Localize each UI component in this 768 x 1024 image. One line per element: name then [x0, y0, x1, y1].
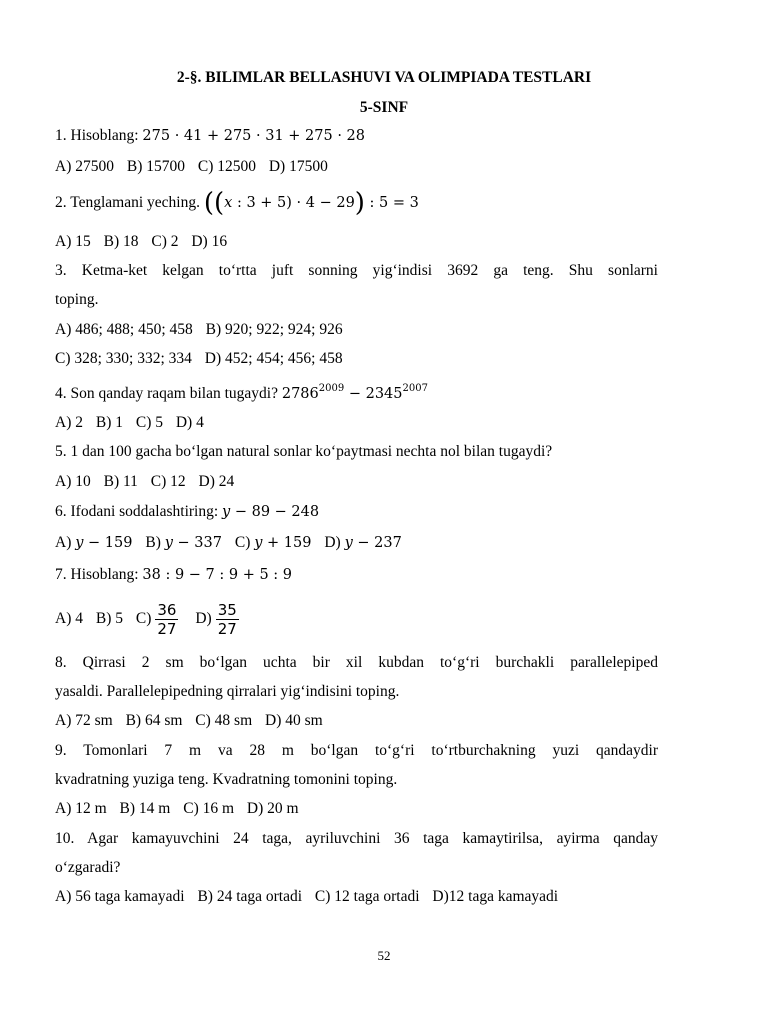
question-1-expression: 275 · 41 + 275 · 31 + 275 · 28: [142, 128, 366, 144]
question-2-prompt: 2. Tenglamani yeching.: [55, 194, 200, 211]
option-b: B) 14 m: [119, 800, 171, 817]
option-b: B) 64 sm: [125, 712, 183, 729]
question-2-equation: ((x : 3 + 5) · 4 − 29) : 5 = 3: [203, 188, 419, 218]
option-d: D) y − 237: [324, 534, 402, 551]
question-1: [55, 126, 365, 146]
question-4-prompt: 4. Son qanday raqam bilan tugaydi?: [55, 385, 278, 402]
option-c: C) 48 sm: [195, 712, 253, 729]
question-3-options-cd: [55, 349, 343, 369]
question-5: 5. 1 dan 100 gacha bo‘lgan natural sonlar ko‘paytmasi nechta nol bilan tugaydi?: [55, 443, 553, 460]
question-6-prompt: 6. Ifodani soddalashtiring:: [55, 503, 219, 520]
question-6: [55, 502, 319, 522]
option-d: D) 4: [175, 414, 204, 431]
option-c: C) 16 m: [183, 800, 235, 817]
page-number: 52: [377, 948, 391, 963]
question-1-options: [55, 157, 328, 177]
option-a: A) 72 sm: [55, 712, 113, 729]
option-d: D) 40 sm: [265, 712, 323, 729]
question-5-options: [55, 472, 234, 492]
question-8-line-1: 8. Qirrasi 2 sm bo‘lgan uchta bir xil kubdan to‘g‘ri burchakli parallelepiped: [55, 654, 658, 671]
question-9-line-2: kvadratning yuziga teng. Kvadratning tomonini toping.: [55, 771, 398, 788]
question-3-line-1: 3. Ketma-ket kelgan to‘rtta juft sonning yig‘indisi 3692 ga teng. Shu sonlarni: [55, 262, 658, 279]
question-9-line-1: 9. Tomonlari 7 m va 28 m bo‘lgan to‘g‘ri to‘rtburchakning yuzi qandaydir: [55, 742, 658, 759]
option-c: C) 12: [150, 473, 186, 490]
question-10-line-2: o‘zgaradi?: [55, 859, 121, 876]
option-a: A) 12 m: [55, 800, 107, 817]
question-10-line-1: 10. Agar kamayuvchini 24 taga, ayriluvchini 36 taga kamaytirilsa, ayirma qanday: [55, 830, 658, 847]
option-a: A) 15: [55, 233, 91, 250]
option-c: C) 5: [135, 414, 163, 431]
option-d: D) 24: [198, 473, 235, 490]
grade-title: 5-SINF: [359, 99, 409, 116]
option-a: A) 4: [55, 610, 83, 627]
question-4: [55, 384, 428, 404]
question-3-line-2: toping.: [55, 291, 99, 308]
question-6-expression: y − 89 − 248: [222, 504, 320, 520]
fraction: $\frac{35}{27}$: [217, 600, 237, 638]
option-b: B) y − 337: [145, 534, 222, 551]
option-a: A) y − 159: [55, 534, 133, 551]
option-b: B) 920; 922; 924; 926: [205, 321, 343, 338]
question-6-options: [55, 533, 402, 553]
option-b: B) 5: [95, 610, 123, 627]
question-4-options: [55, 413, 204, 433]
option-d: D) $\frac{35}{27}$: [195, 600, 237, 638]
section-title: 2-§. BILIMLAR BELLASHUVI VA OLIMPIADA TESTLARI: [176, 69, 592, 86]
question-7-options: [55, 598, 243, 640]
option-b: B) 11: [103, 473, 138, 490]
question-9-options: [55, 799, 299, 819]
option-c: C) 328; 330; 332; 334: [55, 350, 192, 367]
option-b: B) 24 taga ortadi: [197, 888, 303, 905]
option-b: B) 18: [103, 233, 139, 250]
question-8-options: [55, 711, 323, 731]
question-2: [55, 188, 419, 218]
option-d: D)12 taga kamayadi: [432, 888, 559, 905]
question-4-expression: $2786^{2009} - 2345^{2007}$: [281, 383, 428, 402]
option-c: C) 12 taga ortadi: [314, 888, 420, 905]
option-a: A) 2: [55, 414, 83, 431]
option-d: D) 452; 454; 456; 458: [204, 350, 343, 367]
option-c: C) 12500: [197, 158, 256, 175]
question-7-prompt: 7. Hisoblang:: [55, 566, 139, 583]
option-c: C) 2: [151, 233, 179, 250]
option-d: D) 20 m: [246, 800, 299, 817]
question-3-options-ab: [55, 320, 343, 340]
option-b: B) 15700: [126, 158, 185, 175]
option-a: A) 486; 488; 450; 458: [55, 321, 193, 338]
option-c: C) $\frac{36}{27}$: [135, 600, 177, 638]
question-10-options: [55, 887, 558, 907]
option-d: D) 16: [191, 233, 228, 250]
question-7: [55, 565, 292, 585]
question-7-expression: 38 : 9 − 7 : 9 + 5 : 9: [142, 567, 293, 583]
question-1-prompt: 1. Hisoblang:: [55, 127, 139, 144]
option-a: A) 10: [55, 473, 91, 490]
option-a: A) 27500: [55, 158, 114, 175]
question-2-options: [55, 232, 227, 252]
option-d: D) 17500: [268, 158, 328, 175]
option-b: B) 1: [95, 414, 123, 431]
option-a: A) 56 taga kamayadi: [55, 888, 185, 905]
option-c: C) y + 159: [234, 534, 312, 551]
question-8-line-2: yasaldi. Parallelepipedning qirralari yig‘indisini toping.: [55, 683, 400, 700]
fraction: $\frac{36}{27}$: [157, 600, 177, 638]
